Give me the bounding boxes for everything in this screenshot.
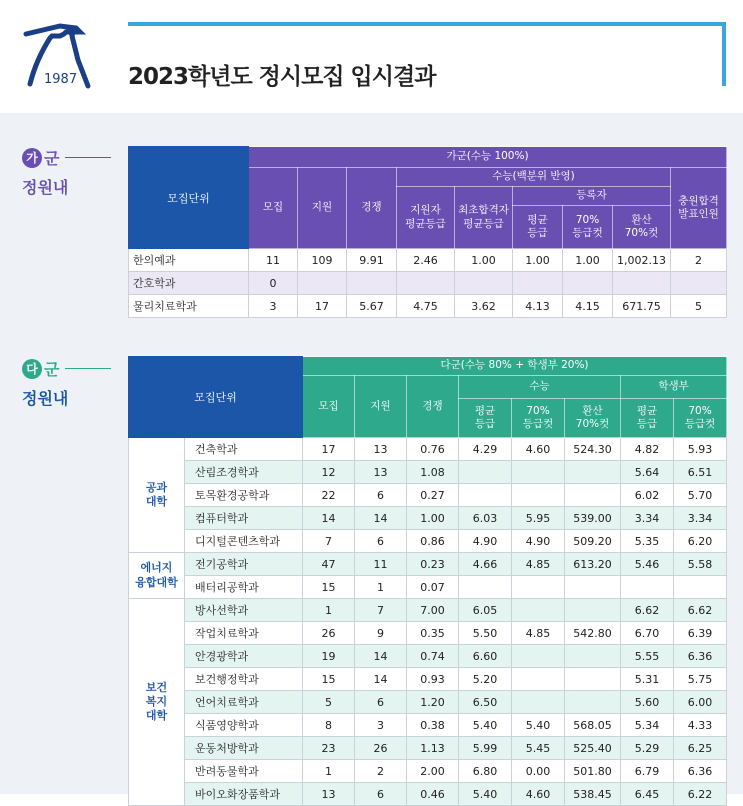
table-cell: 22 [303, 484, 355, 507]
h2-unit: 모집단위 [129, 357, 303, 438]
table-cell: 26 [303, 622, 355, 645]
table-row [129, 484, 727, 507]
table-cell: 6.60 [459, 645, 512, 668]
table-cell: 1.00 [563, 249, 613, 272]
h-hwan: 환산 70%컷 [613, 206, 671, 249]
table-row [129, 668, 727, 691]
section-ga-gun: 군 [44, 149, 60, 168]
table-row [129, 438, 727, 461]
dept-name: 식품영양학과 [185, 714, 303, 737]
table-cell: 5 [671, 295, 727, 318]
college-name: 에너지 융합대학 [129, 553, 185, 599]
table-cell: 5.34 [621, 714, 674, 737]
table-cell [565, 645, 621, 668]
table-cell [512, 576, 565, 599]
table-row [129, 553, 727, 576]
table-cell [674, 576, 727, 599]
table-cell: 5.46 [621, 553, 674, 576]
table-cell [512, 461, 565, 484]
table-cell: 17 [298, 295, 347, 318]
table-cell: 568.05 [565, 714, 621, 737]
h2-avg: 평균 등급 [459, 399, 512, 438]
table-row [129, 737, 727, 760]
dept-name: 전기공학과 [185, 553, 303, 576]
table-cell: 0.38 [407, 714, 459, 737]
table-cell: 7.00 [407, 599, 459, 622]
dept-name: 물리치료학과 [129, 295, 249, 318]
table-cell: 14 [355, 668, 407, 691]
table-cell: 5.58 [674, 553, 727, 576]
dept-name: 한의예과 [129, 249, 249, 272]
table-cell: 6.62 [621, 599, 674, 622]
header-divider [128, 22, 726, 26]
dept-name: 토목환경공학과 [185, 484, 303, 507]
table-cell: 17 [303, 438, 355, 461]
table-cell: 23 [303, 737, 355, 760]
dept-name: 산림조경학과 [185, 461, 303, 484]
logo-year: 1987 [44, 72, 78, 87]
table-cell: 6.50 [459, 691, 512, 714]
dept-name: 운동처방학과 [185, 737, 303, 760]
table-row [129, 599, 727, 622]
table-cell: 9 [355, 622, 407, 645]
h-jiwonja: 지원자 평균등급 [397, 187, 455, 249]
table-cell: 6.51 [674, 461, 727, 484]
ga-results-table [128, 146, 727, 318]
table-cell: 0.46 [407, 783, 459, 806]
section-ga-sub: 정원내 [22, 178, 69, 197]
table-cell: 1.00 [513, 249, 563, 272]
table-cell [455, 272, 513, 295]
table-cell: 14 [355, 645, 407, 668]
table-cell: 5.31 [621, 668, 674, 691]
table-cell: 14 [355, 507, 407, 530]
table-row [129, 272, 727, 295]
table-row [129, 576, 727, 599]
table-cell [513, 272, 563, 295]
h2-jiwon: 지원 [355, 376, 407, 438]
table-cell: 0.27 [407, 484, 459, 507]
table-cell: 5.70 [674, 484, 727, 507]
h-title: 가군(수능 100%) [249, 147, 727, 168]
table-cell: 2.00 [407, 760, 459, 783]
h2-70: 70% 등급컷 [512, 399, 565, 438]
h2-hwan: 환산 70%컷 [565, 399, 621, 438]
table-cell: 14 [303, 507, 355, 530]
table-cell [397, 272, 455, 295]
table-cell [512, 668, 565, 691]
page-header [0, 0, 743, 113]
h2-haksaeng: 학생부 [621, 376, 727, 399]
table-cell: 3.34 [621, 507, 674, 530]
table-cell: 6 [355, 484, 407, 507]
table-row [129, 461, 727, 484]
da-results-table [128, 356, 727, 806]
table-cell: 613.20 [565, 553, 621, 576]
dept-name: 반려동물학과 [185, 760, 303, 783]
table-cell [347, 272, 397, 295]
table-row [129, 622, 727, 645]
table-row [129, 760, 727, 783]
table-cell: 5.67 [347, 295, 397, 318]
table-cell [565, 691, 621, 714]
dept-name: 안경광학과 [185, 645, 303, 668]
table-cell: 5.40 [459, 714, 512, 737]
table-cell: 6.62 [674, 599, 727, 622]
table-cell: 4.33 [674, 714, 727, 737]
section-ga-badge: 가 [22, 148, 42, 168]
table-cell: 6.05 [459, 599, 512, 622]
table-cell: 6.45 [621, 783, 674, 806]
section-da-gun: 군 [44, 360, 60, 379]
dept-name: 컴퓨터학과 [185, 507, 303, 530]
table-cell: 6.22 [674, 783, 727, 806]
table-cell: 1.00 [455, 249, 513, 272]
table-cell: 1,002.13 [613, 249, 671, 272]
table-cell: 6.79 [621, 760, 674, 783]
table-cell: 2 [671, 249, 727, 272]
dept-name: 작업치료학과 [185, 622, 303, 645]
h-suneung: 수능(백분위 반영) [397, 168, 671, 187]
table-cell: 6 [355, 691, 407, 714]
table-cell: 5.64 [621, 461, 674, 484]
table-cell: 4.60 [512, 438, 565, 461]
table-cell: 0.23 [407, 553, 459, 576]
table-row [129, 714, 727, 737]
table-row [129, 530, 727, 553]
h2-mojip: 모집 [303, 376, 355, 438]
table-cell [512, 645, 565, 668]
table-cell: 13 [303, 783, 355, 806]
table-cell: 1.00 [407, 507, 459, 530]
table-cell: 2.46 [397, 249, 455, 272]
table-cell: 3 [355, 714, 407, 737]
section-ga-label [22, 146, 111, 198]
table-cell: 4.15 [563, 295, 613, 318]
h-mojip: 모집 [249, 168, 298, 249]
table-cell [613, 272, 671, 295]
table-cell: 4.75 [397, 295, 455, 318]
table-cell: 1 [303, 599, 355, 622]
dept-name: 방사선학과 [185, 599, 303, 622]
table-cell: 509.20 [565, 530, 621, 553]
table-cell: 6.36 [674, 760, 727, 783]
table-cell: 1.13 [407, 737, 459, 760]
section-da-badge: 다 [22, 359, 42, 379]
h-chung: 충원합격 발표인원 [671, 168, 727, 249]
college-name: 보건 복지 대학 [129, 599, 185, 806]
table-row [129, 249, 727, 272]
table-cell [621, 576, 674, 599]
table-cell: 4.13 [513, 295, 563, 318]
table-cell: 1 [355, 576, 407, 599]
table-cell: 6.00 [674, 691, 727, 714]
table-cell: 1 [303, 760, 355, 783]
table-cell: 6 [355, 783, 407, 806]
h-unit: 모집단위 [129, 147, 249, 249]
table-cell: 5.93 [674, 438, 727, 461]
table-cell [512, 484, 565, 507]
section-da-label [22, 357, 111, 409]
table-cell: 4.60 [512, 783, 565, 806]
table-cell: 109 [298, 249, 347, 272]
table-cell: 13 [355, 438, 407, 461]
h-choejeo: 최초합격자 평균등급 [455, 187, 513, 249]
table-cell: 538.45 [565, 783, 621, 806]
table-cell: 0.86 [407, 530, 459, 553]
table-cell: 11 [355, 553, 407, 576]
table-cell: 3.34 [674, 507, 727, 530]
college-name: 공과 대학 [129, 438, 185, 553]
table-cell: 5.45 [512, 737, 565, 760]
dept-name: 간호학과 [129, 272, 249, 295]
table-cell: 7 [355, 599, 407, 622]
table-cell: 5.55 [621, 645, 674, 668]
table-cell [459, 461, 512, 484]
h2-702: 70% 등급컷 [674, 399, 727, 438]
table-cell: 0.76 [407, 438, 459, 461]
h-avg: 평균 등급 [513, 206, 563, 249]
table-cell [298, 272, 347, 295]
table-cell: 5.50 [459, 622, 512, 645]
table-cell: 6.20 [674, 530, 727, 553]
table-cell: 5.40 [459, 783, 512, 806]
table-cell: 4.82 [621, 438, 674, 461]
section-da-sub: 정원내 [22, 389, 69, 408]
section-da-line [65, 368, 111, 369]
header-divider-vertical [722, 22, 726, 86]
h2-avg2: 평균 등급 [621, 399, 674, 438]
table-cell: 15 [303, 668, 355, 691]
table-cell: 0.93 [407, 668, 459, 691]
h2-title: 다군(수능 80% + 학생부 20%) [303, 357, 727, 376]
table-cell: 19 [303, 645, 355, 668]
table-cell: 0.74 [407, 645, 459, 668]
dept-name: 배터리공학과 [185, 576, 303, 599]
table-cell: 6 [355, 530, 407, 553]
table-cell: 5.99 [459, 737, 512, 760]
table-row [129, 691, 727, 714]
table-cell: 5.75 [674, 668, 727, 691]
table-cell: 5.20 [459, 668, 512, 691]
table-cell: 12 [303, 461, 355, 484]
table-row [129, 507, 727, 530]
table-cell [512, 691, 565, 714]
table-cell: 5 [303, 691, 355, 714]
table-cell: 524.30 [565, 438, 621, 461]
table-cell [565, 484, 621, 507]
table-cell: 3 [249, 295, 298, 318]
dept-name: 건축학과 [185, 438, 303, 461]
table-cell [565, 599, 621, 622]
table-cell: 6.39 [674, 622, 727, 645]
dept-name: 바이오화장품학과 [185, 783, 303, 806]
h2-gyeong: 경쟁 [407, 376, 459, 438]
table-cell: 47 [303, 553, 355, 576]
table-cell: 6.25 [674, 737, 727, 760]
h-70: 70% 등급컷 [563, 206, 613, 249]
table-cell [563, 272, 613, 295]
h-deungrok: 등록자 [513, 187, 671, 206]
table-cell: 4.29 [459, 438, 512, 461]
table-cell: 542.80 [565, 622, 621, 645]
table-cell: 539.00 [565, 507, 621, 530]
table-cell: 15 [303, 576, 355, 599]
table-cell: 4.85 [512, 622, 565, 645]
dept-name: 보건행정학과 [185, 668, 303, 691]
dept-name: 디지털콘텐츠학과 [185, 530, 303, 553]
table-cell [459, 484, 512, 507]
table-cell: 1.08 [407, 461, 459, 484]
h2-suneung: 수능 [459, 376, 621, 399]
table-cell: 4.90 [459, 530, 512, 553]
table-cell: 4.66 [459, 553, 512, 576]
table-cell: 6.36 [674, 645, 727, 668]
h-gyeong: 경쟁 [347, 168, 397, 249]
table-row [129, 783, 727, 806]
table-cell: 13 [355, 461, 407, 484]
table-cell: 4.90 [512, 530, 565, 553]
table-cell: 5.29 [621, 737, 674, 760]
table-cell [565, 461, 621, 484]
dept-name: 언어치료학과 [185, 691, 303, 714]
table-cell: 8 [303, 714, 355, 737]
table-cell: 6.03 [459, 507, 512, 530]
table-cell: 5.40 [512, 714, 565, 737]
table-cell [459, 576, 512, 599]
table-cell: 1.20 [407, 691, 459, 714]
table-cell [512, 599, 565, 622]
table-cell: 6.02 [621, 484, 674, 507]
table-row [129, 295, 727, 318]
table-cell: 0.07 [407, 576, 459, 599]
table-cell: 2 [355, 760, 407, 783]
table-cell: 0 [249, 272, 298, 295]
table-cell: 501.80 [565, 760, 621, 783]
table-cell [565, 576, 621, 599]
table-cell: 7 [303, 530, 355, 553]
table-cell: 0.35 [407, 622, 459, 645]
table-cell: 525.40 [565, 737, 621, 760]
table-cell: 671.75 [613, 295, 671, 318]
table-cell: 26 [355, 737, 407, 760]
table-cell [671, 272, 727, 295]
table-cell: 4.85 [512, 553, 565, 576]
table-cell: 5.60 [621, 691, 674, 714]
table-cell: 6.80 [459, 760, 512, 783]
section-ga-line [65, 157, 111, 158]
table-cell: 11 [249, 249, 298, 272]
table-cell: 0.00 [512, 760, 565, 783]
table-cell [565, 668, 621, 691]
table-cell: 9.91 [347, 249, 397, 272]
table-cell: 3.62 [455, 295, 513, 318]
h-jiwon: 지원 [298, 168, 347, 249]
table-row [129, 645, 727, 668]
table-cell: 5.35 [621, 530, 674, 553]
table-cell: 5.95 [512, 507, 565, 530]
table-cell: 6.70 [621, 622, 674, 645]
page-title: 2023학년도 정시모집 입시결과 [128, 64, 436, 90]
